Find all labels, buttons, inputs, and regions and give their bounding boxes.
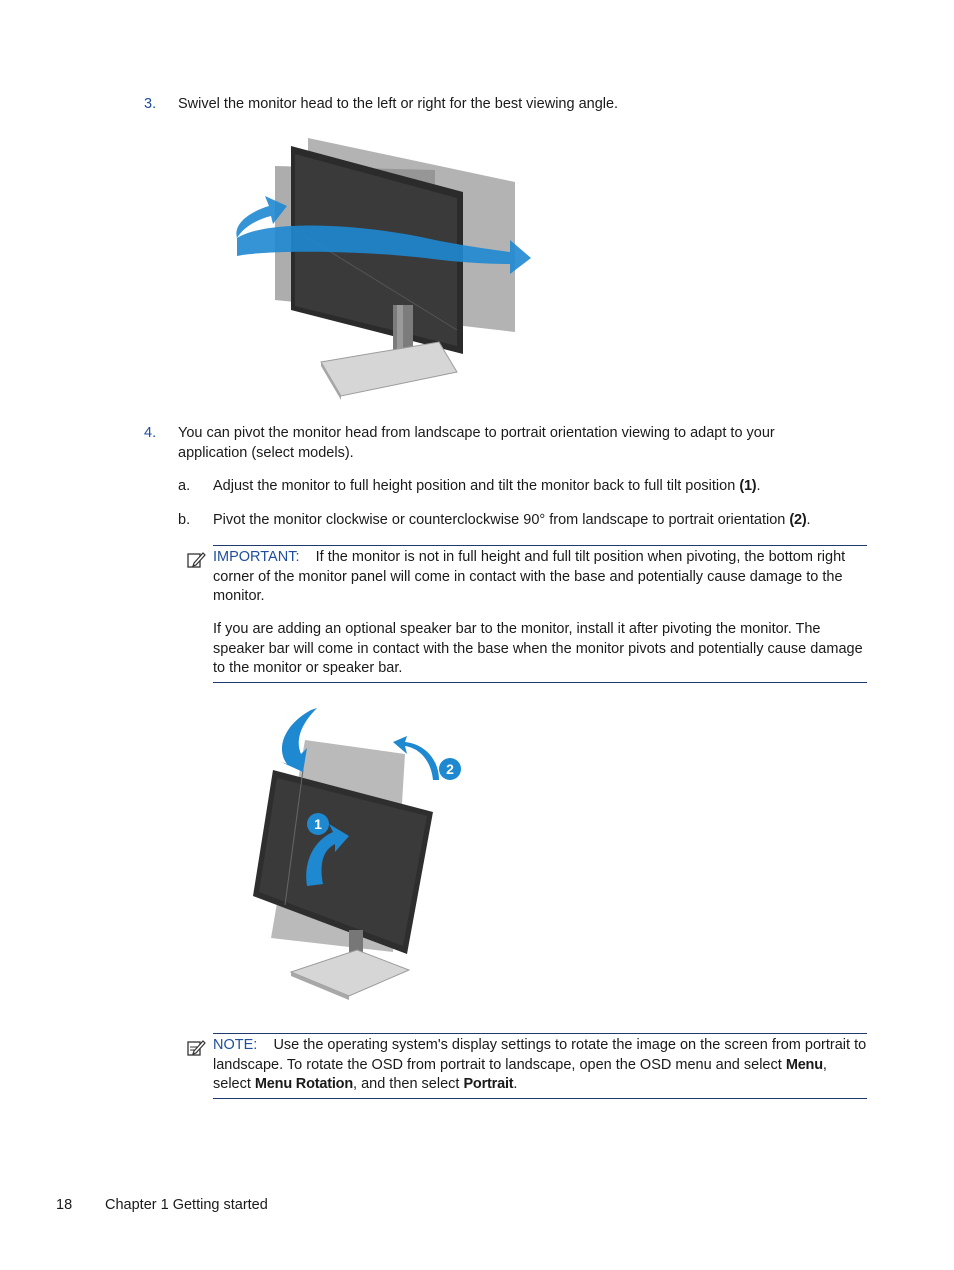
substep-a-text: Adjust the monitor to full height position and tilt the monitor back to full tilt position (1). bbox=[213, 478, 761, 494]
important-top-rule bbox=[213, 545, 867, 546]
note-bottom-rule bbox=[213, 1098, 867, 1099]
step-3-number: 3. bbox=[144, 96, 157, 112]
substep-b-text: Pivot the monitor clockwise or counterclockwise 90° from landscape to portrait orientation (2). bbox=[213, 512, 811, 528]
note-pencil-icon bbox=[186, 1038, 206, 1058]
substep-b-letter: b. bbox=[178, 512, 191, 528]
step-4-number: 4. bbox=[144, 425, 157, 441]
pivot-monitor-figure bbox=[245, 700, 475, 1005]
note-label: NOTE: bbox=[213, 1037, 258, 1053]
callout-1: 1 bbox=[314, 816, 322, 832]
swivel-monitor-figure bbox=[225, 130, 545, 402]
chapter-title: Chapter 1 Getting started bbox=[105, 1197, 268, 1213]
page-number: 18 bbox=[56, 1197, 73, 1213]
step-4-text: You can pivot the monitor head from landscape to portrait orientation viewing to adapt to your application (select models). bbox=[178, 425, 775, 461]
note-top-rule bbox=[213, 1033, 867, 1034]
important-paragraph-2: If you are adding an optional speaker bar to the monitor, install it after pivoting the monitor. The speaker bar will come in contact with the base when the monitor pivots and potentially cause damage to the monitor or speaker bar. bbox=[213, 621, 863, 676]
note-paragraph: NOTE: Use the operating system's display settings to rotate the image on the screen from portrait to landscape. To rotate the OSD from portrait to landscape, open the OSD menu and select Menu, select Menu Rotation, and then select Portrait. bbox=[213, 1037, 867, 1092]
step-3-text: Swivel the monitor head to the left or right for the best viewing angle. bbox=[178, 96, 619, 112]
substep-a-letter: a. bbox=[178, 478, 191, 494]
important-bottom-rule bbox=[213, 682, 867, 683]
important-label: IMPORTANT: bbox=[213, 549, 300, 565]
important-paragraph-1: IMPORTANT: If the monitor is not in full height and full tilt position when pivoting, the bottom right corner of the monitor panel will come in contact with the base and potentially cause damage to the monitor. bbox=[213, 549, 846, 604]
callout-2: 2 bbox=[446, 761, 454, 777]
important-pencil-icon bbox=[186, 550, 206, 570]
